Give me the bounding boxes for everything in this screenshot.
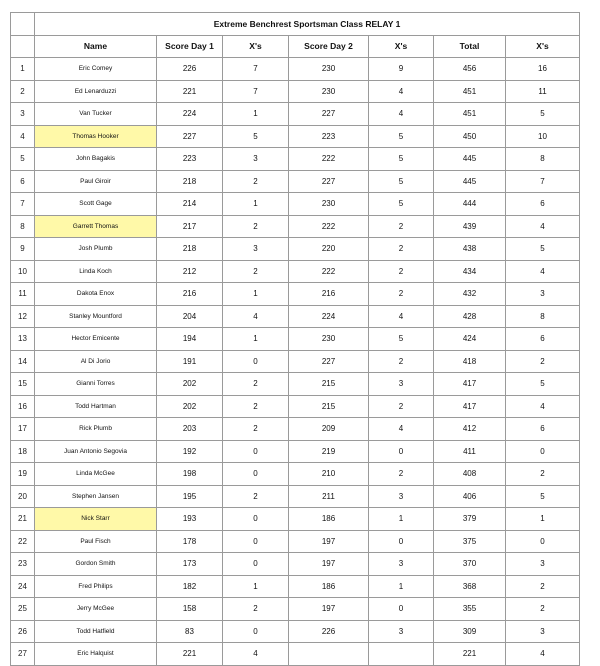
x-count-day-2: 2 xyxy=(369,350,434,373)
row-number: 26 xyxy=(11,620,35,643)
competitor-name: Stephen Jansen xyxy=(35,485,157,508)
row-number: 20 xyxy=(11,485,35,508)
score-day-1: 193 xyxy=(157,508,223,531)
row-number: 4 xyxy=(11,125,35,148)
score-day-1: 212 xyxy=(157,260,223,283)
header-score-day-1: Score Day 1 xyxy=(157,35,223,58)
row-number: 9 xyxy=(11,238,35,261)
score-day-2: 223 xyxy=(289,125,369,148)
row-number: 16 xyxy=(11,395,35,418)
score-day-1: 221 xyxy=(157,80,223,103)
x-count-day-1: 2 xyxy=(223,418,289,441)
x-count-day-1: 4 xyxy=(223,643,289,666)
score-day-1: 194 xyxy=(157,328,223,351)
competitor-name: Eric Halquist xyxy=(35,643,157,666)
competitor-name: Eric Comey xyxy=(35,58,157,81)
table-row xyxy=(11,283,580,306)
x-count-day-1: 7 xyxy=(223,80,289,103)
score-day-2: 230 xyxy=(289,193,369,216)
x-count-total: 10 xyxy=(506,125,580,148)
competitor-name: Linda Koch xyxy=(35,260,157,283)
competitor-name: Paul Fisch xyxy=(35,530,157,553)
x-count-day-1: 2 xyxy=(223,485,289,508)
x-count-total: 4 xyxy=(506,215,580,238)
row-number: 8 xyxy=(11,215,35,238)
table-row xyxy=(11,373,580,396)
table-row xyxy=(11,508,580,531)
row-number: 5 xyxy=(11,148,35,171)
sheet-title: Extreme Benchrest Sportsman Class RELAY 1 xyxy=(35,13,580,36)
x-count-day-1: 0 xyxy=(223,350,289,373)
x-count-day-1: 2 xyxy=(223,260,289,283)
x-count-day-1: 1 xyxy=(223,575,289,598)
competitor-name: Jerry McGee xyxy=(35,598,157,621)
score-day-2 xyxy=(289,643,369,666)
row-number: 21 xyxy=(11,508,35,531)
table-row xyxy=(11,80,580,103)
score-day-1: 218 xyxy=(157,238,223,261)
table-row xyxy=(11,598,580,621)
score-day-1: 191 xyxy=(157,350,223,373)
x-count-day-2: 3 xyxy=(369,485,434,508)
score-day-2: 197 xyxy=(289,598,369,621)
table-row xyxy=(11,575,580,598)
x-count-total: 6 xyxy=(506,193,580,216)
row-number: 3 xyxy=(11,103,35,126)
x-count-total: 8 xyxy=(506,305,580,328)
score-day-2: 216 xyxy=(289,283,369,306)
score-day-2: 186 xyxy=(289,575,369,598)
title-row xyxy=(11,13,580,36)
table-row xyxy=(11,395,580,418)
competitor-name: Thomas Hooker xyxy=(35,125,157,148)
score-day-1: 198 xyxy=(157,463,223,486)
row-number: 7 xyxy=(11,193,35,216)
x-count-day-1: 1 xyxy=(223,283,289,306)
x-count-total: 4 xyxy=(506,260,580,283)
x-count-day-1: 2 xyxy=(223,395,289,418)
x-count-day-2: 0 xyxy=(369,530,434,553)
competitor-name: Ed Lenarduzzi xyxy=(35,80,157,103)
score-day-1: 227 xyxy=(157,125,223,148)
score-day-2: 219 xyxy=(289,440,369,463)
total-score: 221 xyxy=(434,643,506,666)
x-count-day-2: 9 xyxy=(369,58,434,81)
row-number: 23 xyxy=(11,553,35,576)
table-row xyxy=(11,553,580,576)
x-count-day-1: 0 xyxy=(223,530,289,553)
x-count-total: 0 xyxy=(506,530,580,553)
x-count-day-1: 0 xyxy=(223,508,289,531)
x-count-day-2: 2 xyxy=(369,463,434,486)
score-day-2: 222 xyxy=(289,215,369,238)
row-number: 25 xyxy=(11,598,35,621)
competitor-name: Gianni Torres xyxy=(35,373,157,396)
score-day-2: 226 xyxy=(289,620,369,643)
x-count-day-1: 7 xyxy=(223,58,289,81)
x-count-total: 8 xyxy=(506,148,580,171)
x-count-day-1: 2 xyxy=(223,598,289,621)
header-score-day-2: Score Day 2 xyxy=(289,35,369,58)
x-count-total: 3 xyxy=(506,553,580,576)
score-day-2: 186 xyxy=(289,508,369,531)
x-count-day-1: 2 xyxy=(223,373,289,396)
total-score: 309 xyxy=(434,620,506,643)
x-count-day-2: 3 xyxy=(369,553,434,576)
x-count-total: 5 xyxy=(506,238,580,261)
x-count-total: 2 xyxy=(506,350,580,373)
row-number: 13 xyxy=(11,328,35,351)
score-day-2: 227 xyxy=(289,103,369,126)
row-number: 1 xyxy=(11,58,35,81)
competitor-name: Stanley Mountford xyxy=(35,305,157,328)
row-number: 2 xyxy=(11,80,35,103)
competitor-name: Todd Hatfield xyxy=(35,620,157,643)
score-day-2: 230 xyxy=(289,58,369,81)
score-day-2: 222 xyxy=(289,260,369,283)
score-day-2: 222 xyxy=(289,148,369,171)
x-count-day-2: 5 xyxy=(369,193,434,216)
score-day-2: 197 xyxy=(289,530,369,553)
header-row xyxy=(11,35,580,58)
header-x-day-2: X's xyxy=(369,35,434,58)
x-count-day-2: 5 xyxy=(369,170,434,193)
x-count-total: 2 xyxy=(506,575,580,598)
table-row xyxy=(11,170,580,193)
x-count-day-1: 0 xyxy=(223,553,289,576)
score-day-1: 195 xyxy=(157,485,223,508)
x-count-day-2: 3 xyxy=(369,620,434,643)
total-score: 370 xyxy=(434,553,506,576)
row-number: 22 xyxy=(11,530,35,553)
results-table xyxy=(10,12,580,666)
total-score: 424 xyxy=(434,328,506,351)
x-count-day-2 xyxy=(369,643,434,666)
table-row xyxy=(11,260,580,283)
score-day-1: 192 xyxy=(157,440,223,463)
x-count-day-1: 1 xyxy=(223,193,289,216)
score-day-1: 173 xyxy=(157,553,223,576)
row-number: 18 xyxy=(11,440,35,463)
x-count-day-2: 1 xyxy=(369,508,434,531)
x-count-day-2: 2 xyxy=(369,395,434,418)
x-count-day-1: 0 xyxy=(223,620,289,643)
x-count-day-2: 5 xyxy=(369,328,434,351)
total-score: 451 xyxy=(434,103,506,126)
x-count-day-2: 4 xyxy=(369,103,434,126)
total-score: 368 xyxy=(434,575,506,598)
score-day-2: 227 xyxy=(289,170,369,193)
x-count-day-1: 0 xyxy=(223,463,289,486)
table-row xyxy=(11,193,580,216)
total-score: 408 xyxy=(434,463,506,486)
competitor-name: Paul Giroir xyxy=(35,170,157,193)
row-number: 19 xyxy=(11,463,35,486)
row-number: 10 xyxy=(11,260,35,283)
total-score: 445 xyxy=(434,148,506,171)
total-score: 444 xyxy=(434,193,506,216)
row-number: 24 xyxy=(11,575,35,598)
score-day-1: 202 xyxy=(157,373,223,396)
score-day-1: 158 xyxy=(157,598,223,621)
table-row xyxy=(11,418,580,441)
total-score: 451 xyxy=(434,80,506,103)
x-count-day-1: 1 xyxy=(223,103,289,126)
x-count-total: 2 xyxy=(506,598,580,621)
competitor-name: Todd Hartman xyxy=(35,395,157,418)
table-row xyxy=(11,530,580,553)
x-count-total: 1 xyxy=(506,508,580,531)
competitor-name: Gordon Smith xyxy=(35,553,157,576)
x-count-day-2: 3 xyxy=(369,373,434,396)
row-number: 12 xyxy=(11,305,35,328)
score-day-1: 178 xyxy=(157,530,223,553)
x-count-day-1: 0 xyxy=(223,440,289,463)
x-count-total: 3 xyxy=(506,620,580,643)
x-count-day-2: 5 xyxy=(369,148,434,171)
total-score: 417 xyxy=(434,373,506,396)
row-number: 27 xyxy=(11,643,35,666)
x-count-day-2: 2 xyxy=(369,215,434,238)
table-row xyxy=(11,103,580,126)
x-count-day-2: 5 xyxy=(369,125,434,148)
x-count-total: 5 xyxy=(506,103,580,126)
score-day-1: 204 xyxy=(157,305,223,328)
competitor-name: Hector Emicente xyxy=(35,328,157,351)
table-row xyxy=(11,350,580,373)
score-day-2: 211 xyxy=(289,485,369,508)
competitor-name: Fred Philips xyxy=(35,575,157,598)
x-count-total: 3 xyxy=(506,283,580,306)
x-count-total: 4 xyxy=(506,395,580,418)
score-day-1: 218 xyxy=(157,170,223,193)
x-count-day-2: 2 xyxy=(369,238,434,261)
x-count-day-2: 0 xyxy=(369,598,434,621)
x-count-total: 0 xyxy=(506,440,580,463)
competitor-name: John Bagakis xyxy=(35,148,157,171)
total-score: 445 xyxy=(434,170,506,193)
score-day-2: 215 xyxy=(289,395,369,418)
competitor-name: Juan Antonio Segovia xyxy=(35,440,157,463)
x-count-total: 11 xyxy=(506,80,580,103)
x-count-day-1: 3 xyxy=(223,238,289,261)
total-score: 428 xyxy=(434,305,506,328)
x-count-day-2: 4 xyxy=(369,80,434,103)
x-count-total: 5 xyxy=(506,373,580,396)
score-day-1: 83 xyxy=(157,620,223,643)
header-x-total: X's xyxy=(506,35,580,58)
x-count-day-2: 2 xyxy=(369,260,434,283)
table-row xyxy=(11,148,580,171)
score-day-2: 215 xyxy=(289,373,369,396)
table-row xyxy=(11,440,580,463)
score-day-1: 224 xyxy=(157,103,223,126)
score-day-1: 223 xyxy=(157,148,223,171)
row-number: 15 xyxy=(11,373,35,396)
score-day-1: 182 xyxy=(157,575,223,598)
x-count-day-1: 2 xyxy=(223,215,289,238)
total-score: 434 xyxy=(434,260,506,283)
header-x-day-1: X's xyxy=(223,35,289,58)
total-score: 406 xyxy=(434,485,506,508)
score-day-2: 224 xyxy=(289,305,369,328)
corner-cell xyxy=(11,13,35,36)
total-score: 418 xyxy=(434,350,506,373)
score-day-2: 220 xyxy=(289,238,369,261)
row-number: 11 xyxy=(11,283,35,306)
competitor-name: Rick Plumb xyxy=(35,418,157,441)
x-count-total: 16 xyxy=(506,58,580,81)
total-score: 411 xyxy=(434,440,506,463)
competitor-name: Linda McGee xyxy=(35,463,157,486)
header-corner-cell xyxy=(11,35,35,58)
x-count-day-2: 2 xyxy=(369,283,434,306)
score-day-2: 209 xyxy=(289,418,369,441)
header-total: Total xyxy=(434,35,506,58)
total-score: 450 xyxy=(434,125,506,148)
x-count-day-2: 4 xyxy=(369,418,434,441)
total-score: 417 xyxy=(434,395,506,418)
table-row xyxy=(11,305,580,328)
total-score: 432 xyxy=(434,283,506,306)
score-day-2: 230 xyxy=(289,80,369,103)
table-row xyxy=(11,215,580,238)
row-number: 17 xyxy=(11,418,35,441)
x-count-total: 5 xyxy=(506,485,580,508)
table-row xyxy=(11,463,580,486)
score-day-2: 230 xyxy=(289,328,369,351)
score-day-1: 214 xyxy=(157,193,223,216)
score-day-2: 210 xyxy=(289,463,369,486)
x-count-day-2: 0 xyxy=(369,440,434,463)
x-count-day-1: 3 xyxy=(223,148,289,171)
total-score: 456 xyxy=(434,58,506,81)
score-day-1: 216 xyxy=(157,283,223,306)
x-count-total: 7 xyxy=(506,170,580,193)
total-score: 355 xyxy=(434,598,506,621)
score-day-2: 197 xyxy=(289,553,369,576)
table-row xyxy=(11,643,580,666)
header-name: Name xyxy=(35,35,157,58)
total-score: 412 xyxy=(434,418,506,441)
total-score: 375 xyxy=(434,530,506,553)
score-day-1: 226 xyxy=(157,58,223,81)
competitor-name: Al Di Jorio xyxy=(35,350,157,373)
score-day-1: 202 xyxy=(157,395,223,418)
competitor-name: Van Tucker xyxy=(35,103,157,126)
table-row xyxy=(11,328,580,351)
x-count-total: 6 xyxy=(506,328,580,351)
table-row xyxy=(11,125,580,148)
x-count-day-2: 4 xyxy=(369,305,434,328)
table-row xyxy=(11,485,580,508)
table-row xyxy=(11,620,580,643)
score-day-2: 227 xyxy=(289,350,369,373)
x-count-day-1: 2 xyxy=(223,170,289,193)
total-score: 439 xyxy=(434,215,506,238)
x-count-day-1: 4 xyxy=(223,305,289,328)
x-count-total: 4 xyxy=(506,643,580,666)
row-number: 14 xyxy=(11,350,35,373)
competitor-name: Nick Starr xyxy=(35,508,157,531)
results-sheet xyxy=(10,12,580,666)
total-score: 438 xyxy=(434,238,506,261)
x-count-day-1: 5 xyxy=(223,125,289,148)
total-score: 379 xyxy=(434,508,506,531)
competitor-name: Josh Plumb xyxy=(35,238,157,261)
competitor-name: Scott Gage xyxy=(35,193,157,216)
x-count-total: 6 xyxy=(506,418,580,441)
score-day-1: 217 xyxy=(157,215,223,238)
table-row xyxy=(11,238,580,261)
competitor-name: Dakota Enox xyxy=(35,283,157,306)
score-day-1: 221 xyxy=(157,643,223,666)
row-number: 6 xyxy=(11,170,35,193)
x-count-day-1: 1 xyxy=(223,328,289,351)
competitor-name: Garrett Thomas xyxy=(35,215,157,238)
table-row xyxy=(11,58,580,81)
x-count-total: 2 xyxy=(506,463,580,486)
score-day-1: 203 xyxy=(157,418,223,441)
x-count-day-2: 1 xyxy=(369,575,434,598)
